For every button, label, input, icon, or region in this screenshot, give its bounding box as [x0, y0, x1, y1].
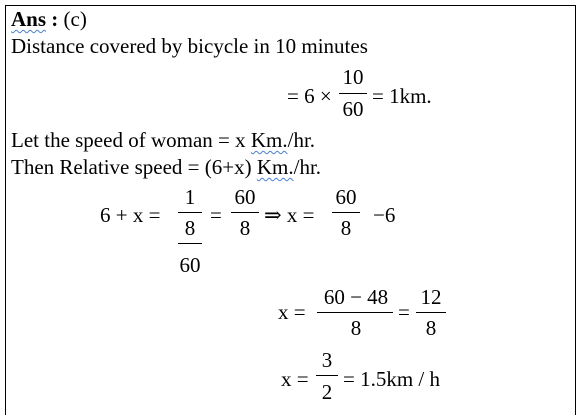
eq2-equals: =	[398, 300, 410, 324]
eq2-frac1-den: 8	[350, 316, 362, 340]
answer-label: Ans	[11, 7, 47, 31]
eq1-implies: ⇒ x =	[264, 203, 315, 227]
eq3-frac-bar	[316, 375, 338, 376]
distance-frac-den: 60	[342, 97, 364, 121]
eq2-frac2-bar	[416, 312, 446, 313]
woman-speed-line	[11, 128, 315, 152]
eq2-lhs: x =	[278, 300, 306, 324]
eq2-frac1-num: 60 − 48	[323, 285, 389, 309]
eq1-frac2-den: 8	[239, 216, 251, 240]
eq3-frac-num: 3	[321, 348, 333, 372]
distance-eq-rhs: = 1km.	[372, 84, 432, 108]
relative-speed-unit-hr: /hr.	[293, 155, 322, 179]
relative-speed-unit-km: Km.	[256, 155, 294, 179]
distance-frac-num: 10	[342, 65, 364, 89]
eq2-frac2-den: 8	[425, 316, 437, 340]
eq2-frac2-num: 12	[420, 285, 442, 309]
answer-colon: :	[46, 7, 64, 31]
woman-speed-unit-hr: /hr.	[287, 128, 316, 152]
woman-speed-text: Let the speed of woman = x	[11, 128, 251, 152]
eq1-frac3-bar	[332, 212, 360, 213]
distance-frac-bar	[339, 93, 367, 94]
eq1-lhs: 6 + x =	[100, 203, 161, 227]
eq1-frac2-num: 60	[234, 185, 256, 209]
woman-speed-unit-km: Km.	[250, 128, 288, 152]
relative-speed-line	[11, 155, 321, 179]
answer-value: (c)	[63, 7, 87, 31]
eq1-frac3-den: 8	[340, 216, 352, 240]
eq1-frac1-subnum: 8	[184, 216, 196, 240]
eq1-frac1-bar	[178, 212, 202, 213]
eq1-frac1-subbar	[178, 243, 202, 244]
eq3-frac-den: 2	[321, 380, 333, 404]
distance-eq-lhs: = 6 ×	[287, 84, 332, 108]
eq3-rhs: = 1.5km / h	[343, 367, 441, 391]
eq1-tail: −6	[373, 203, 396, 227]
eq1-frac2-bar	[231, 212, 259, 213]
eq1-frac1-num: 1	[184, 185, 196, 209]
distance-statement: Distance covered by bicycle in 10 minutes	[11, 34, 368, 58]
eq1-frac1-subden: 60	[179, 253, 201, 277]
eq3-lhs: x =	[281, 367, 309, 391]
eq1-frac3-num: 60	[335, 185, 357, 209]
eq1-equals: =	[210, 203, 222, 227]
eq2-frac1-bar	[317, 312, 393, 313]
relative-speed-text: Then Relative speed = (6+x)	[11, 155, 257, 179]
answer-line	[11, 7, 87, 31]
